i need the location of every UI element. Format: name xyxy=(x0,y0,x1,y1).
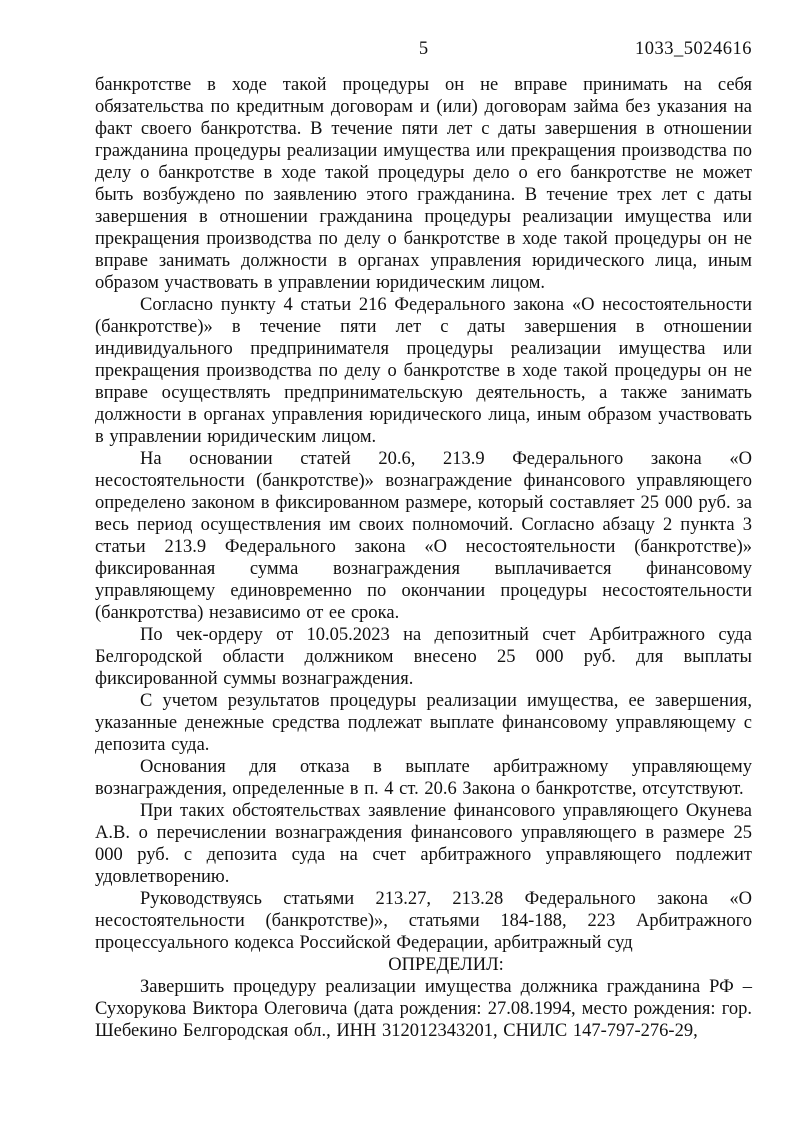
body-paragraph: Согласно пункту 4 статьи 216 Федерального закона «О несостоятельности (банкротстве)» в течение пяти лет с даты завершения в отношении индивидуального предпринимателя процедуры реализации имущества или прекращения производства по делу о банкротстве в ходе такой процедуры он не вправе осуществлять предпринимательскую деятельность, а также занимать должности в органах управления юридического лица, иным образом участвовать в управлении юридическим лицом. xyxy=(95,295,752,447)
body-paragraph-continuation: банкротстве в ходе такой процедуры он не вправе принимать на себя обязательства по кредитным договорам и (или) договорам займа без указания на факт своего банкротства. В течение пяти лет с даты завершения в отношении гражданина процедуры реализации имущества или прекращения производства по делу о банкротстве в ходе такой процедуры дело о его банкротстве не может быть возбуждено по заявлению этого гражданина. В течение трех лет с даты завершения в отношении гражданина процедуры реализации имущества или прекращения производства по делу о банкротстве в ходе такой процедуры он не вправе занимать должности в органах управления юридического лица, иным образом участвовать в управлении юридическим лицом. xyxy=(95,75,752,293)
body-paragraph: По чек-ордеру от 10.05.2023 на депозитный счет Арбитражного суда Белгородской области должником внесено 25 000 руб. для выплаты фиксированной суммы вознаграждения. xyxy=(95,625,752,689)
body-paragraph: Руководствуясь статьями 213.27, 213.28 Федерального закона «О несостоятельности (банкротстве)», статьями 184-188, 223 Арбитражного процессуального кодекса Российской Федерации, арбитражный суд xyxy=(95,889,752,953)
body-paragraph: На основании статей 20.6, 213.9 Федерального закона «О несостоятельности (банкротстве)» вознаграждение финансового управляющего определено законом в фиксированном размере, который составляет 25 000 руб. за весь период осуществления им своих полномочий. Согласно абзацу 2 пункта 3 статьи 213.9 Федерального закона «О несостоятельности (банкротстве)» фиксированная сумма вознаграждения выплачивается финансовому управляющему единовременно по окончании процедуры несостоятельности (банкротства) независимо от ее срока. xyxy=(95,449,752,623)
document-body xyxy=(95,74,752,1042)
resolution-paragraph: Завершить процедуру реализации имущества должника гражданина РФ – Сухорукова Виктора Олеговича (дата рождения: 27.08.1994, место рождения: гор. Шебекино Белгородская обл., ИНН 312012343201, СНИЛС 147-797-276-29, xyxy=(95,977,752,1041)
body-paragraph: При таких обстоятельствах заявление финансового управляющего Окунева А.В. о перечислении вознаграждения финансового управляющего в размере 25 000 руб. с депозита суда на счет арбитражного управляющего подлежит удовлетворению. xyxy=(95,801,752,887)
resolution-heading: ОПРЕДЕЛИЛ: xyxy=(388,955,504,975)
body-paragraph: Основания для отказа в выплате арбитражному управляющему вознаграждения, определенные в п. 4 ст. 20.6 Закона о банкротстве, отсутствуют. xyxy=(95,757,752,799)
body-paragraph: С учетом результатов процедуры реализации имущества, ее завершения, указанные денежные средства подлежат выплате финансовому управляющему с депозита суда. xyxy=(95,691,752,755)
page-header xyxy=(95,38,752,60)
document-id: 1033_5024616 xyxy=(635,39,752,59)
page-number: 5 xyxy=(418,39,429,59)
